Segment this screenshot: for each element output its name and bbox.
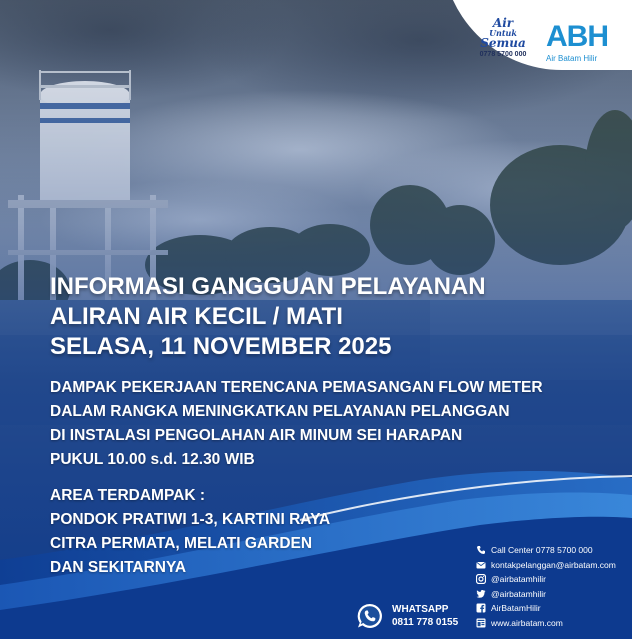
whatsapp-contact[interactable] bbox=[356, 602, 476, 632]
contact-website[interactable] bbox=[476, 616, 628, 631]
whatsapp-label: WHATSAPP bbox=[392, 604, 449, 615]
details-line-1: DAMPAK PEKERJAAN TERENCANA PEMASANGAN FLOW METER bbox=[50, 379, 543, 396]
headline-line-1: INFORMASI GANGGUAN PELAYANAN bbox=[50, 273, 486, 300]
affected-area-heading: AREA TERDAMPAK : bbox=[50, 487, 205, 504]
contact-text: Call Center 0778 5700 000 bbox=[491, 545, 593, 556]
email-icon bbox=[476, 560, 486, 570]
details-line-2: DALAM RANGKA MENINGKATKAN PELAYANAN PELANGGAN bbox=[50, 403, 510, 420]
contact-text: kontakpelanggan@airbatam.com bbox=[491, 559, 616, 570]
contact-text: AirBatamHilir bbox=[491, 603, 541, 614]
contact-email[interactable] bbox=[476, 558, 628, 573]
instagram-icon bbox=[476, 574, 486, 584]
abh-logo-text: ABH bbox=[546, 20, 608, 53]
details-time: PUKUL 10.00 s.d. 12.30 WIB bbox=[50, 451, 255, 468]
whatsapp-number: 0811 778 0155 bbox=[392, 617, 459, 628]
abh-logo-name: Air Batam Hilir bbox=[546, 54, 598, 63]
headline-line-2: ALIRAN AIR KECIL / MATI bbox=[50, 303, 343, 330]
web-icon bbox=[476, 618, 486, 628]
tagline-script-3: Semua bbox=[480, 36, 526, 50]
phone-icon bbox=[476, 545, 486, 555]
disruption-details bbox=[50, 376, 620, 472]
whatsapp-icon bbox=[356, 602, 384, 630]
tagline-phone: 0778 5700 000 bbox=[479, 51, 527, 58]
details-line-3: DI INSTALASI PENGOLAHAN AIR MINUM SEI HARAPAN bbox=[50, 427, 463, 444]
headline-date: SELASA, 11 NOVEMBER 2025 bbox=[50, 333, 392, 360]
affected-area bbox=[50, 484, 470, 580]
abh-logo bbox=[546, 22, 612, 64]
affected-area-line-2: CITRA PERMATA, MELATI GARDEN bbox=[50, 535, 313, 552]
twitter-icon bbox=[476, 589, 486, 599]
affected-area-line-1: PONDOK PRATIWI 1-3, KARTINI RAYA bbox=[50, 511, 331, 528]
contact-text: www.airbatam.com bbox=[491, 617, 563, 628]
contact-call-center[interactable] bbox=[476, 543, 628, 558]
contact-text: @airbatamhilir bbox=[491, 574, 546, 585]
tagline-script-1: Air bbox=[492, 16, 514, 30]
contact-instagram[interactable] bbox=[476, 572, 628, 587]
tagline-script-2: Untuk bbox=[489, 28, 517, 38]
facebook-icon bbox=[476, 603, 486, 613]
headline bbox=[50, 272, 610, 362]
contact-list bbox=[476, 543, 628, 630]
affected-area-line-3: DAN SEKITARNYA bbox=[50, 559, 187, 576]
contact-facebook[interactable] bbox=[476, 601, 628, 616]
contact-text: @airbatamhilir bbox=[491, 588, 546, 599]
air-untuk-semua-logo bbox=[468, 18, 538, 66]
contact-twitter[interactable] bbox=[476, 587, 628, 602]
